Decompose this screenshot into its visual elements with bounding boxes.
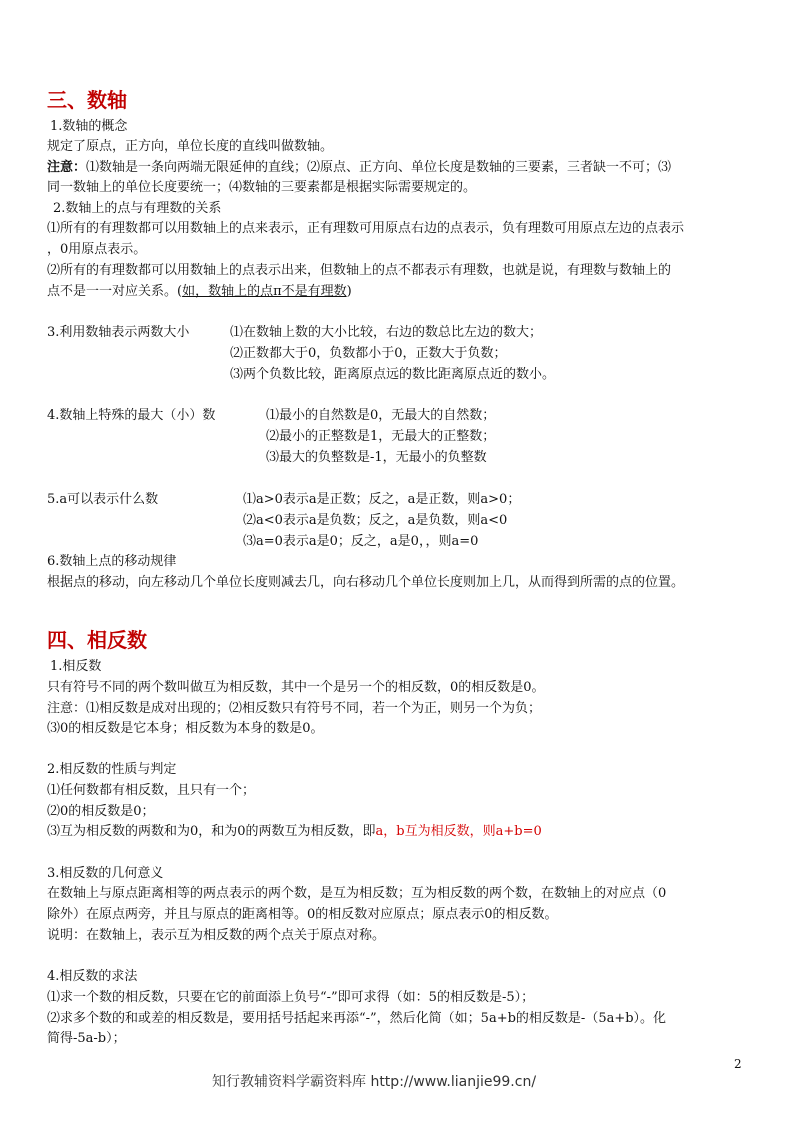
paragraph-line: ⑵所有的有理数都可以用数轴上的点表示出来，但数轴上的点不都表示有理数，也就是说，有理数与数轴上的 (47, 263, 672, 278)
list-item: ⑶最大的负整数是-1，无最小的负整数 (266, 450, 487, 465)
paragraph-line: ⑴所有的有理数都可以用数轴上的点来表示，正有理数可用原点右边的点表示，负有理数可用原点左边的点表示 (47, 221, 685, 236)
page-number: 2 (734, 1057, 742, 1071)
list-item: ⑴最小的自然数是0，无最大的自然数； (266, 408, 496, 423)
list-item: ⑵a<0表示a是负数；反之，a是负数，则a<0 (243, 513, 508, 528)
definition-text: 规定了原点，正方向，单位长度的直线叫做数轴。 (47, 139, 334, 154)
text-span: ) (346, 284, 352, 299)
paragraph-line (47, 822, 542, 842)
note-label: 注意： (47, 160, 87, 175)
paragraph-line: ⑴求一个数的相反数，只要在它的前面添上负号“-”即可求得（如：5的相反数是-5）； (47, 990, 535, 1005)
paragraph-line: ⑴任何数都有相反数，且只有一个； (47, 783, 256, 798)
subsection-title-1: 1.数轴的概念 (50, 119, 128, 134)
subsection-title-4: 4.相反数的求法 (47, 969, 138, 984)
subsection-title-6: 6.数轴上点的移动规律 (47, 554, 177, 569)
note-line-1 (47, 158, 671, 178)
paragraph-line: 简得-5a-b）； (47, 1031, 126, 1046)
highlighted-conclusion: a，b互为相反数，则a+b=0 (375, 824, 542, 839)
note-line-1: 注意：⑴相反数是成对出现的；⑵相反数只有符号不同，若一个为正，则另一个为负； (47, 701, 542, 716)
section-heading-opposite-numbers: 四、相反数 (47, 628, 147, 652)
list-item: ⑵正数都大于0，负数都小于0，正数大于负数； (230, 346, 507, 361)
paragraph-line: 说明：在数轴上，表示互为相反数的两个点关于原点对称。 (47, 928, 386, 943)
footer-source: 知行教辅资料学霸资料库 http://www.lianjie99.cn/ (212, 1074, 537, 1090)
paragraph-line: 根据点的移动，向左移动几个单位长度则减去几，向右移动几个单位长度则加上几，从而得到所需的点的位置。 (47, 575, 685, 590)
list-item: ⑴在数轴上数的大小比较，右边的数总比左边的数大； (230, 325, 543, 340)
note-line-2: ⑶0的相反数是它本身；相反数为本身的数是0。 (47, 721, 324, 736)
subsection-title-1: 1.相反数 (50, 659, 102, 674)
text-span: 点不是一一对应关系。( (47, 284, 183, 299)
underlined-example: 如，数轴上的点π不是有理数 (182, 284, 347, 299)
paragraph-line: ，0用原点表示。 (47, 242, 147, 257)
list-item: ⑵最小的正整数是1，无最大的正整数； (266, 429, 496, 444)
paragraph-line (47, 282, 352, 302)
list-item: ⑶两个负数比较，距离原点远的数比距离原点近的数小。 (230, 367, 556, 382)
subsection-title-3: 3.相反数的几何意义 (47, 866, 164, 881)
section-heading-number-line: 三、数轴 (47, 88, 127, 112)
note-line-2: 同一数轴上的单位长度要统一；⑷数轴的三要素都是根据实际需要规定的。 (47, 180, 477, 195)
paragraph-line: 除外）在原点两旁，并且与原点的距离相等。0的相反数对应原点；原点表示0的相反数。 (47, 907, 558, 922)
list-item: ⑴a>0表示a是正数；反之，a是正数，则a>0； (243, 492, 521, 507)
paragraph-line: 在数轴上与原点距离相等的两点表示的两个数，是互为相反数；互为相反数的两个数，在数轴上的对应点（0 (47, 886, 667, 901)
subsection-title-2: 2.相反数的性质与判定 (47, 762, 177, 777)
paragraph-line: ⑵0的相反数是0； (47, 804, 155, 819)
subsection-title-2: 2.数轴上的点与有理数的关系 (53, 201, 222, 216)
list-item: ⑶a=0表示a是0；反之，a是0，，则a=0 (243, 534, 479, 549)
subsection-title-5: 5.a可以表示什么数 (47, 492, 159, 507)
subsection-title-3: 3.利用数轴表示两数大小 (47, 325, 190, 340)
text-span: ⑶互为相反数的两数和为0，和为0的两数互为相反数，即 (47, 824, 376, 839)
note-text-1: ⑴数轴是一条向两端无限延伸的直线；⑵原点、正方向、单位长度是数轴的三要素，三者缺一不可；⑶ (86, 160, 672, 175)
definition-text: 只有符号不同的两个数叫做互为相反数，其中一个是另一个的相反数，0的相反数是0。 (47, 680, 545, 695)
paragraph-line: ⑵求多个数的和或差的相反数是，要用括号括起来再添“-”，然后化简（如；5a+b的相反数是-（5a+b）。化 (47, 1011, 667, 1026)
subsection-title-4: 4.数轴上特殊的最大（小）数 (47, 408, 216, 423)
